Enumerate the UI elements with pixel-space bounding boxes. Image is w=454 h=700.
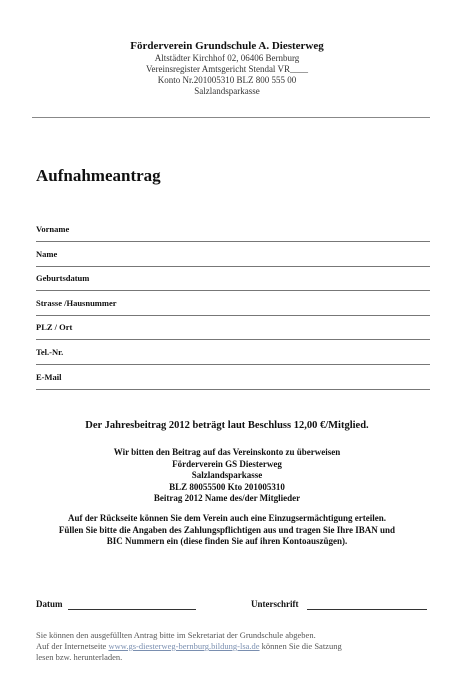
org-address: Altstädter Kirchhof 02, 06406 Bernburg [154, 53, 300, 63]
field-telefon[interactable] [36, 347, 430, 365]
field-label: Tel.-Nr. [36, 347, 64, 357]
field-geburtsdatum[interactable] [36, 273, 430, 291]
field-line [36, 389, 430, 390]
field-line [36, 290, 430, 291]
field-label: PLZ / Ort [36, 322, 73, 332]
signature-label: Unterschrift [251, 599, 299, 609]
field-line [36, 266, 430, 267]
field-name[interactable] [36, 249, 430, 267]
bank-line: Beitrag 2012 Name des/der Mitglieder [153, 493, 301, 503]
direct-debit-note [0, 513, 454, 548]
field-label: Strasse /Hausnummer [36, 298, 117, 308]
field-vorname[interactable] [36, 224, 430, 242]
bank-line: Förderverein GS Diesterweg [172, 458, 282, 469]
bank-line: Salzlandsparkasse [191, 470, 263, 480]
field-line [36, 241, 430, 242]
form-title: Aufnahmeantrag [36, 166, 161, 185]
bank-details [0, 447, 454, 505]
bank-line: BLZ 80055500 Kto 201005310 [169, 481, 285, 492]
field-label: Name [36, 249, 58, 259]
field-label: Vorname [36, 224, 70, 234]
signature-line[interactable] [307, 609, 427, 610]
field-plz-ort[interactable] [36, 322, 430, 340]
field-line [36, 315, 430, 316]
note-line: Füllen Sie bitte die Angaben des Zahlungspflichtigen aus und tragen Sie Ihre IBAN und [58, 524, 396, 535]
field-line [36, 339, 430, 340]
date-label: Datum [36, 599, 63, 609]
org-name: Förderverein Grundschule A. Diesterweg [130, 40, 324, 52]
letterhead [0, 40, 454, 97]
footer-line: Sie können den ausgefüllten Antrag bitte im Sekretariat der Grundschule abgeben. [36, 630, 316, 640]
footer-line: lesen bzw. herunterladen. [36, 652, 123, 662]
footer-note [36, 630, 436, 663]
field-label: Geburtsdatum [36, 273, 90, 283]
date-line[interactable] [68, 609, 196, 610]
footer-prefix: Auf der Internetseite [36, 641, 107, 651]
bank-line: Wir bitten den Beitrag auf das Vereinskonto zu überweisen [113, 447, 341, 457]
org-account: Konto Nr.201005310 BLZ 800 555 00 [157, 75, 297, 85]
field-email[interactable] [36, 372, 430, 390]
field-strasse[interactable] [36, 298, 430, 316]
header-divider [32, 117, 430, 118]
note-line: Auf der Rückseite können Sie dem Verein auch eine Einzugsermächtigung erteilen. [68, 513, 386, 523]
field-line [36, 364, 430, 365]
note-line: BIC Nummern ein (diese finden Sie auf ihren Kontoauszügen). [106, 536, 348, 546]
org-bank: Salzlandsparkasse [194, 86, 260, 96]
org-register: Vereinsregister Amtsgericht Stendal VR____ [145, 64, 309, 74]
footer-line [36, 641, 436, 652]
website-link[interactable]: www.gs-diesterweg-bernburg.bildung-lsa.de [108, 641, 260, 651]
annual-fee-notice: Der Jahresbeitrag 2012 beträgt laut Beschluss 12,00 €/Mitglied. [85, 420, 369, 431]
footer-suffix: können Sie die Satzung [261, 641, 342, 651]
field-label: E-Mail [36, 372, 62, 382]
